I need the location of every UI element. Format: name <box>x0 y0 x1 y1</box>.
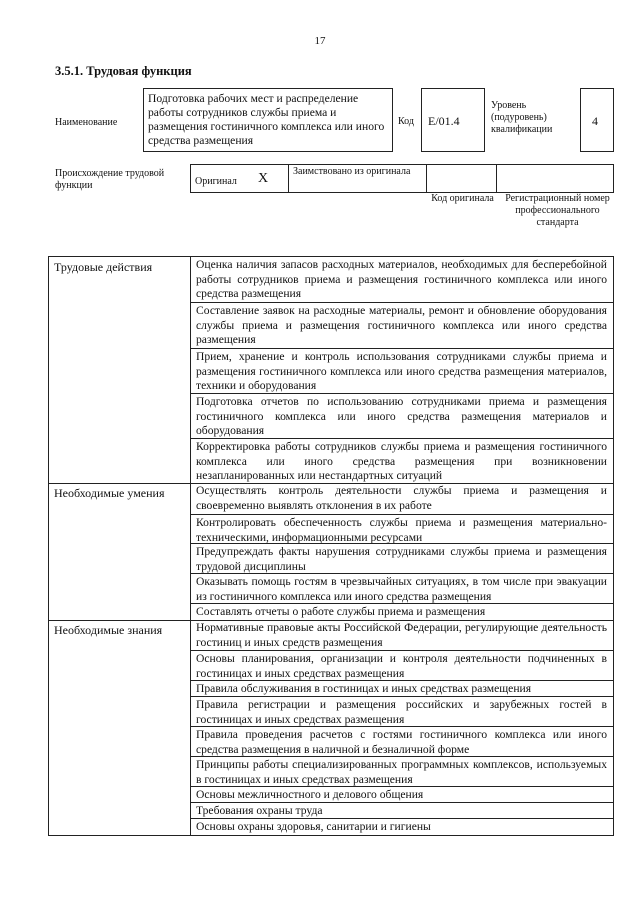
row-divider <box>190 726 614 727</box>
row-divider <box>190 802 614 803</box>
code-label: Код <box>398 116 414 127</box>
row-divider <box>190 543 614 544</box>
category-required-skills: Необходимые умения <box>54 486 165 500</box>
list-item: Составлять отчеты о работе службы приема и размещения <box>196 605 486 618</box>
origin-cell-divider <box>426 164 427 193</box>
list-item: Нормативные правовые акты Российской Федерации, регулирующие деятельность гостиниц и иных средств размещения <box>196 621 607 649</box>
list-item: Основы охраны здоровья, санитарии и гигиены <box>196 820 431 833</box>
origin-cell-divider <box>496 164 497 193</box>
list-item: Основы планирования, организации и контроля деятельности подчиненных в гостиницах и иных средствах размещения <box>196 652 607 680</box>
name-value: Подготовка рабочих мест и распределение работы сотрудников службы приема и размещения гостиничного комплекса или иного средства размещения <box>148 92 385 147</box>
borrowed-label: Заимствовано из оригинала <box>293 166 411 177</box>
origin-label: Происхождение трудовой функции <box>55 168 165 191</box>
list-item: Принципы работы специализированных программных комплексов, используемых в гостиницах и иных средствах размещения <box>196 758 607 786</box>
list-item: Оказывать помощь гостям в чрезвычайных ситуациях, в том числе при эвакуации из гостиничного комплекса или иного средства размещения <box>196 575 607 603</box>
level-label: Уровень (подуровень) квалификации <box>491 100 553 135</box>
list-item: Прием, хранение и контроль использования сотрудниками службы приема и размещения гостиничного комплекса или иного средства размещения материалов, техники и оборудования <box>196 350 607 392</box>
list-item: Правила регистрации и размещения российских и зарубежных гостей в гостиницах и иных средствах размещения <box>196 698 607 726</box>
list-item: Предупреждать факты нарушения сотрудниками службы приема и размещения трудовой дисциплины <box>196 545 607 573</box>
list-item: Осуществлять контроль деятельности службы приема и размещения и своевременно выявлять отклонения в их работе <box>196 484 607 512</box>
list-item: Правила проведения расчетов с гостями гостиничного комплекса или иного средства размещения в наличной и безналичной форме <box>196 728 607 756</box>
row-divider <box>190 818 614 819</box>
page-number: 17 <box>314 35 326 47</box>
original-label: Оригинал <box>195 176 237 187</box>
row-divider <box>190 438 614 439</box>
row-divider <box>190 786 614 787</box>
row-divider <box>190 756 614 757</box>
code-value: E/01.4 <box>428 114 460 128</box>
list-item: Составление заявок на расходные материалы, ремонт и обновление оборудования службы приема и размещения гостиничного комплекса или иного средства размещения <box>196 304 607 346</box>
name-label: Наименование <box>55 117 118 128</box>
reg-number-label: Регистрационный номер профессионального стандарта <box>505 193 610 228</box>
list-item: Требования охраны труда <box>196 804 323 817</box>
row-divider <box>190 514 614 515</box>
category-required-knowledge: Необходимые знания <box>54 623 163 637</box>
code-original-label: Код оригинала <box>431 193 494 204</box>
row-divider <box>190 393 614 394</box>
list-item: Основы межличностного и делового общения <box>196 788 424 801</box>
row-divider <box>190 696 614 697</box>
list-item: Подготовка отчетов по использованию сотрудниками приема и размещения гостиничного комплекса или иного средства размещения материалов и оборудования <box>196 395 607 437</box>
origin-cell-divider <box>288 164 289 193</box>
list-item: Корректировка работы сотрудников службы приема и размещения гостиничного комплекса или иного средства размещения при возникновении незапланированных или нестандартных ситуаций <box>196 440 607 482</box>
list-item: Оценка наличия запасов расходных материалов, необходимых для бесперебойной работы сотрудников приема и размещения гостиничного комплекса или иного средства размещения <box>196 258 607 300</box>
original-mark: X <box>258 171 269 186</box>
category-labor-actions: Трудовые действия <box>54 260 153 274</box>
row-divider <box>190 680 614 681</box>
table-column-divider <box>190 256 191 836</box>
level-value: 4 <box>592 114 598 128</box>
row-divider <box>190 573 614 574</box>
row-divider <box>190 603 614 604</box>
row-divider <box>190 302 614 303</box>
section-title: 3.5.1. Трудовая функция <box>55 64 192 78</box>
list-item: Правила обслуживания в гостиницах и иных средствах размещения <box>196 682 532 695</box>
row-divider <box>190 348 614 349</box>
row-divider <box>190 650 614 651</box>
list-item: Контролировать обеспеченность службы приема и размещения материально-техническими, информационными ресурсами <box>196 516 607 544</box>
